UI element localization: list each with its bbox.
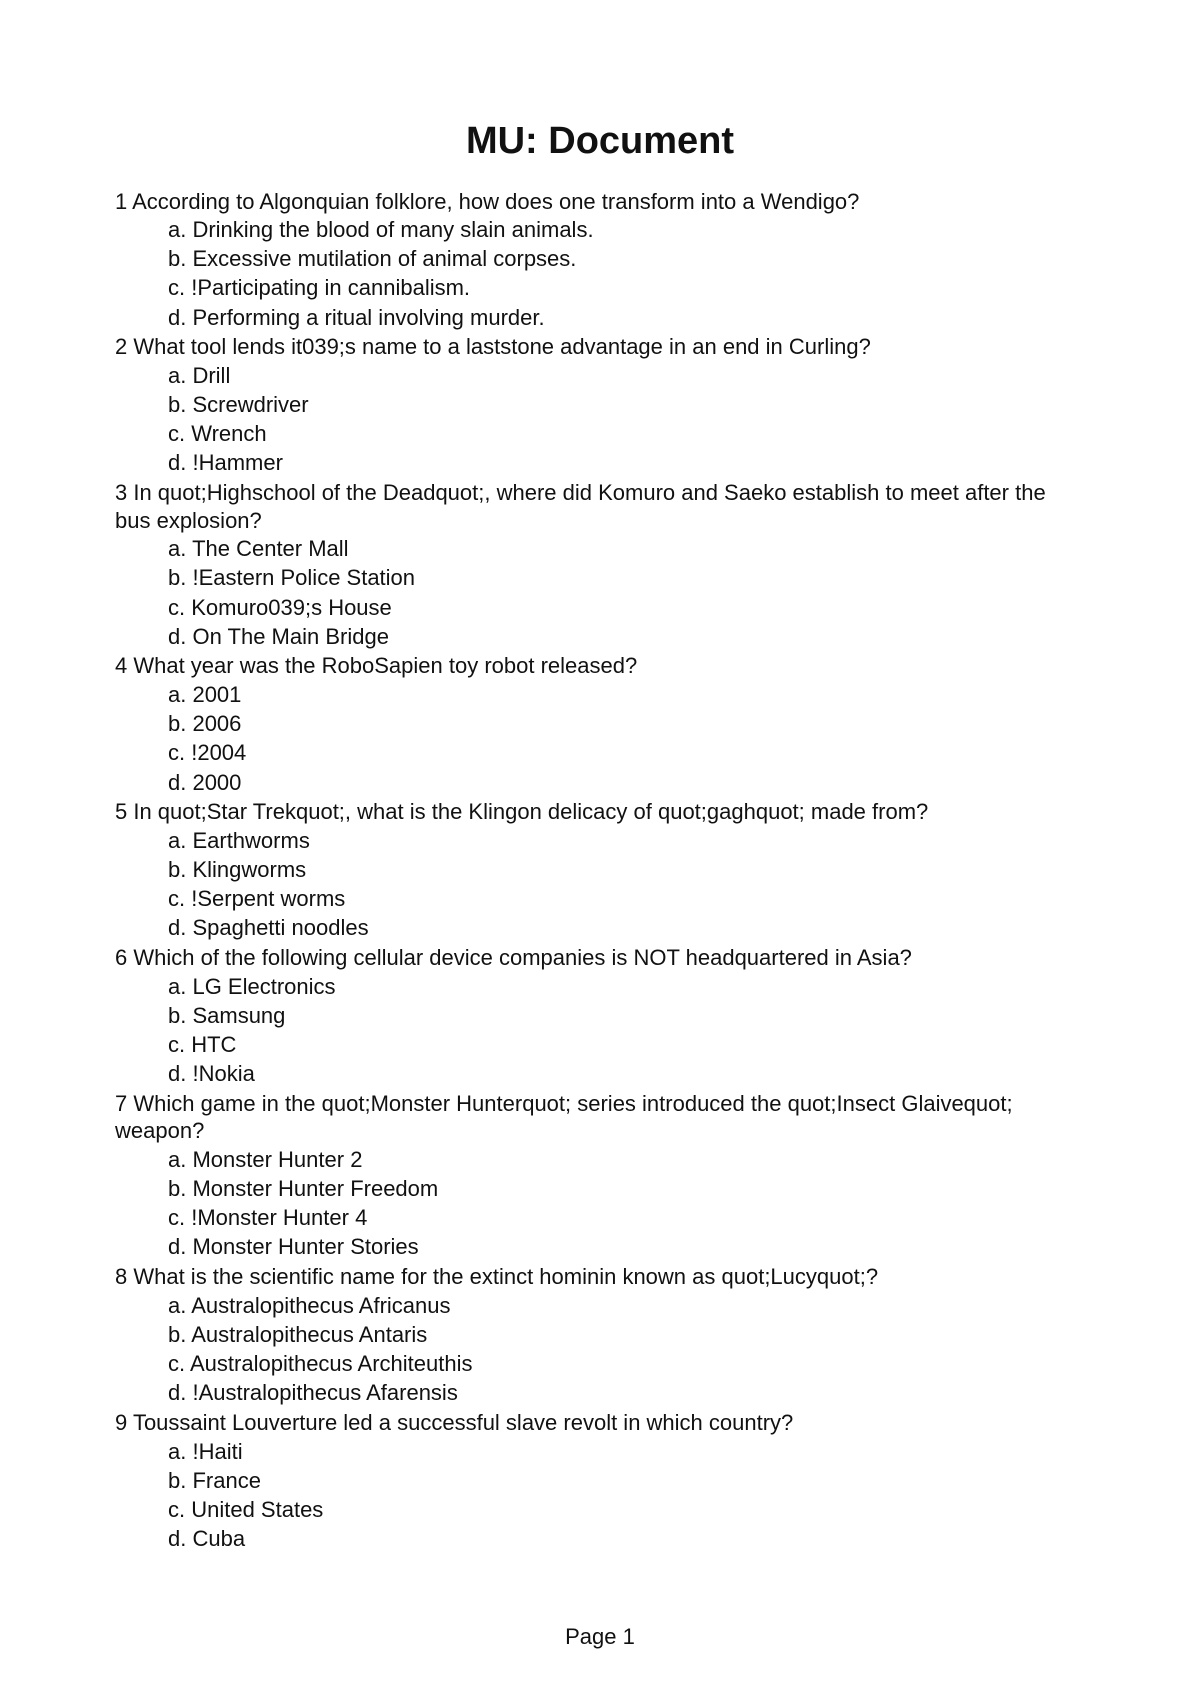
option-c: c. HTC [168,1031,237,1057]
option-b: b. Excessive mutilation of animal corpses. [168,246,577,272]
option-b: b. Samsung [168,1002,286,1028]
option-b: b. 2006 [168,711,242,737]
option-b: b. Australopithecus Antaris [168,1321,428,1347]
option-a: a. 2001 [168,681,242,707]
question-4 [115,651,1075,797]
question-5 [115,797,1075,943]
question-2 [115,332,1075,478]
option-a: a. Earthworms [168,827,310,853]
option-b: b. !Eastern Police Station [168,565,416,591]
question-text: 9 Toussaint Louverture led a successful slave revolt in which country? [115,1410,794,1435]
question-text: 1 According to Algonquian folklore, how does one transform into a Wendigo? [115,188,860,214]
option-a: a. !Haiti [168,1438,243,1464]
question-text: 2 What tool lends it039;s name to a laststone advantage in an end in Curling? [115,334,871,360]
question-text: 5 In quot;Star Trekquot;, what is the Klingon delicacy of quot;gaghquot; made from? [115,799,929,825]
option-b: b. Klingworms [168,856,307,882]
option-c: c. !Participating in cannibalism. [168,275,471,301]
option-d: d. !Australopithecus Afarensis [168,1380,458,1406]
option-d: d. On The Main Bridge [168,623,389,649]
option-c: c. !Monster Hunter 4 [168,1205,368,1231]
question-7 [115,1088,1075,1261]
option-a: a. Australopithecus Africanus [168,1292,451,1318]
option-a: a. LG Electronics [168,973,336,999]
option-d: d. Spaghetti noodles [168,915,369,941]
option-d: d. Monster Hunter Stories [168,1234,419,1260]
option-c: c. !Serpent worms [168,886,346,912]
question-text: 3 In quot;Highschool of the Deadquot;, where did Komuro and Saeko establish to meet after the bus explosion? [115,480,1046,533]
question-1 [115,186,1075,332]
option-c: c. Wrench [168,421,267,447]
question-3 [115,478,1075,651]
question-text: 6 Which of the following cellular device companies is NOT headquartered in Asia? [115,945,912,971]
option-b: b. France [168,1467,261,1493]
question-text: 8 What is the scientific name for the extinct hominin known as quot;Lucyquot;? [115,1264,879,1290]
option-c: c. Australopithecus Architeuthis [168,1351,473,1377]
option-b: b. Monster Hunter Freedom [168,1176,439,1202]
option-c: c. United States [168,1496,324,1522]
option-d: d. Performing a ritual involving murder. [168,304,545,330]
question-list [115,186,1075,1553]
option-c: c. Komuro039;s House [168,594,392,620]
page-title: MU: Document [465,120,735,162]
question-text: 7 Which game in the quot;Monster Hunterquot; series introduced the quot;Insect Glaivequot; weapon? [115,1090,1013,1144]
option-a: a. Drill [168,362,231,388]
question-text: 4 What year was the RoboSapien toy robot released? [115,653,638,679]
question-6 [115,943,1075,1089]
option-c: c. !2004 [168,740,247,766]
option-d: d. Cuba [168,1526,246,1552]
question-8 [115,1262,1075,1408]
option-d: d. 2000 [168,769,242,795]
option-b: b. Screwdriver [168,392,309,418]
option-a: a. Drinking the blood of many slain animals. [168,217,594,242]
page-number: Page 1 [565,1624,635,1649]
option-a: a. Monster Hunter 2 [168,1146,363,1172]
option-a: a. The Center Mall [168,536,349,562]
option-d: d. !Nokia [168,1061,255,1087]
question-9 [115,1408,1075,1554]
option-d: d. !Hammer [168,450,283,476]
